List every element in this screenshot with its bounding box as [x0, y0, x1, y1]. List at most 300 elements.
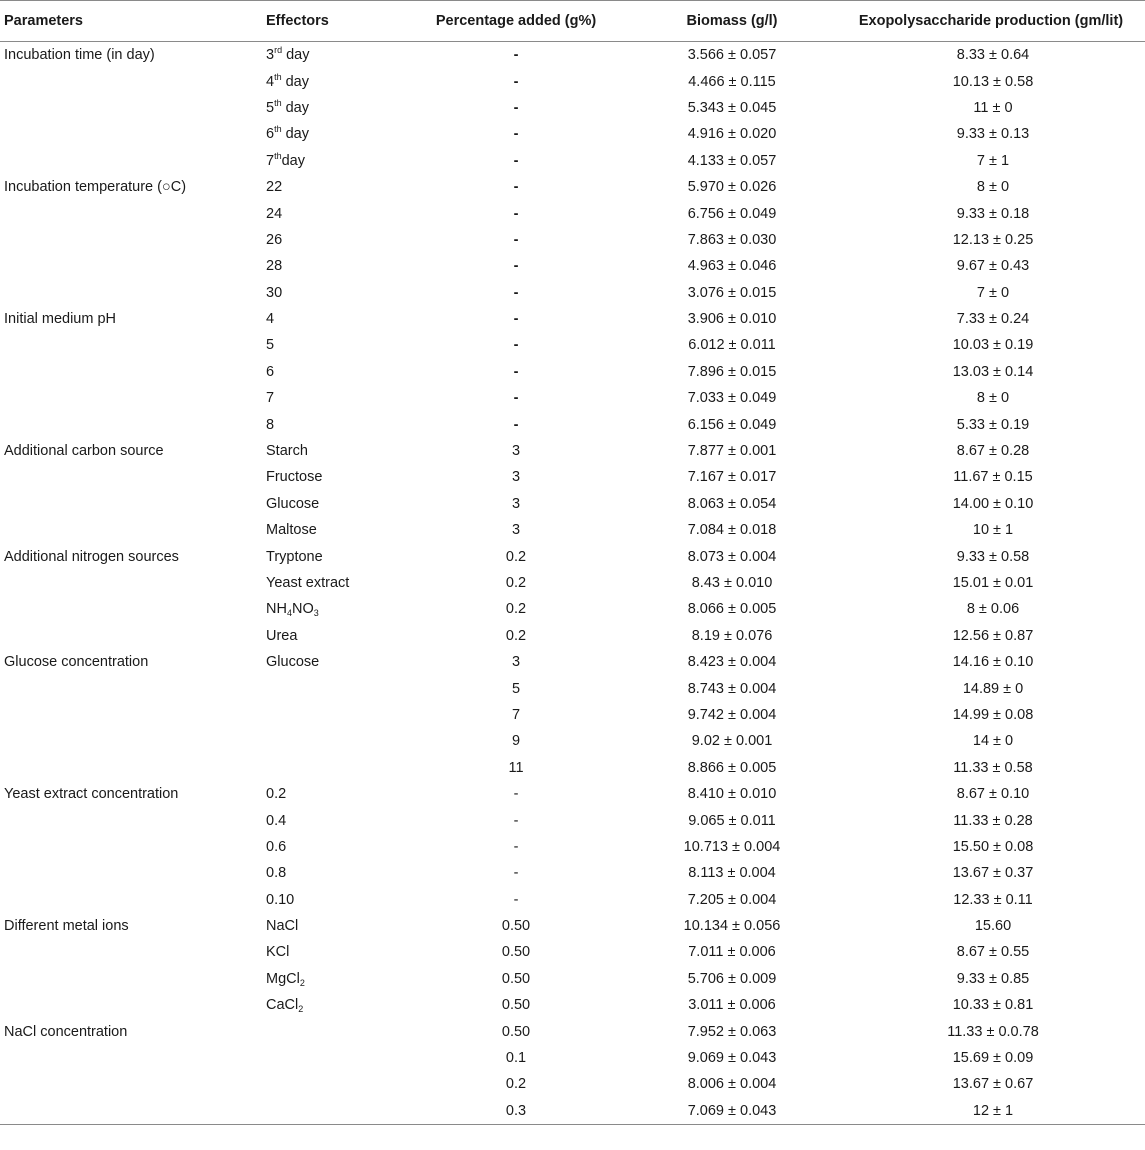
- cell-biomass: 5.970 ± 0.026: [687, 179, 777, 196]
- cell-percentage: -: [513, 311, 519, 328]
- cell-parameter: [0, 966, 266, 992]
- cell-percentage: -: [513, 179, 519, 196]
- table-row: [0, 359, 1145, 385]
- table-row: [0, 42, 1145, 69]
- cell-percentage: 0.2: [505, 627, 527, 644]
- cell-percentage: 3: [511, 522, 521, 539]
- cell-exopolysaccharide: 13.67 ± 0.37: [952, 865, 1034, 882]
- cell-exopolysaccharide: 8 ± 0: [976, 179, 1010, 196]
- table-row: [0, 438, 1145, 464]
- table-row: [0, 992, 1145, 1018]
- cell-exopolysaccharide: 12 ± 1: [841, 1098, 1145, 1125]
- cell-percentage: 0.50: [501, 997, 531, 1014]
- cell-percentage: -: [513, 152, 519, 169]
- cell-effector: [266, 966, 409, 992]
- cell-parameter: [0, 148, 266, 174]
- table-row: [0, 675, 1145, 701]
- cell-exopolysaccharide: 9.33 ± 0.58: [956, 548, 1030, 565]
- cell-percentage: -: [513, 99, 519, 116]
- cell-percentage: -: [513, 47, 519, 64]
- cell-parameter: [0, 385, 266, 411]
- cell-parameter: [0, 834, 266, 860]
- cell-effector: [266, 649, 409, 675]
- cell-parameter: Additional carbon source: [4, 443, 164, 460]
- cell-parameter: [0, 887, 266, 913]
- effector-text: CaCl: [266, 997, 299, 1014]
- table-row: [0, 253, 1145, 279]
- cell-effector: [266, 1018, 409, 1044]
- cell-biomass: 10.134 ± 0.056: [683, 918, 781, 935]
- table-row: [0, 834, 1145, 860]
- effector-text: 30: [266, 284, 283, 301]
- cell-exopolysaccharide: 8 ± 0.06: [966, 601, 1020, 618]
- cell-effector: [266, 517, 409, 543]
- cell-exopolysaccharide: 11.33 ± 0.58: [953, 759, 1033, 776]
- header-exopolysaccharide: Exopolysaccharide production (gm/lit): [858, 13, 1124, 29]
- cell-parameter: [0, 702, 266, 728]
- cell-exopolysaccharide: 14.99 ± 0.08: [952, 706, 1034, 723]
- effector-superscript: th: [274, 124, 282, 135]
- cell-effector: [266, 464, 409, 490]
- table-row: [0, 68, 1145, 94]
- cell-parameter: [0, 95, 266, 121]
- table-row: [0, 623, 1145, 649]
- cell-percentage: 3: [511, 495, 521, 512]
- effector-text: 0.4: [266, 812, 287, 829]
- header-parameters: Parameters: [4, 13, 83, 29]
- cell-parameter: [0, 1045, 266, 1071]
- cell-exopolysaccharide: 9.33 ± 0.13: [956, 126, 1030, 143]
- cell-effector: [266, 1098, 409, 1125]
- cell-percentage: 5: [511, 680, 521, 697]
- cell-parameter: Initial medium pH: [4, 311, 117, 328]
- table-row: [0, 939, 1145, 965]
- cell-percentage: -: [513, 786, 519, 803]
- cell-exopolysaccharide: 14 ± 0: [972, 733, 1014, 750]
- table-row: [0, 491, 1145, 517]
- effector-text: Maltose: [266, 522, 317, 539]
- cell-effector: [266, 121, 409, 147]
- effector-subscript: 2: [298, 1004, 304, 1015]
- effector-text: 7: [266, 390, 275, 407]
- cell-exopolysaccharide: 12.13 ± 0.25: [952, 231, 1034, 248]
- cell-exopolysaccharide: 11.67 ± 0.15: [953, 469, 1033, 486]
- effector-text: KCl: [266, 944, 290, 961]
- cell-parameter: [0, 860, 266, 886]
- cell-parameter: NaCl concentration: [4, 1023, 128, 1040]
- table-row: [0, 121, 1145, 147]
- cell-biomass: 7.011 ± 0.006: [688, 944, 776, 961]
- cell-biomass: 7.033 ± 0.049: [687, 390, 777, 407]
- cell-biomass: 8.113 ± 0.004: [688, 865, 776, 882]
- cell-biomass: 5.343 ± 0.045: [687, 99, 777, 116]
- cell-exopolysaccharide: 7 ± 1: [976, 152, 1010, 169]
- cell-biomass: 8.073 ± 0.004: [687, 548, 777, 565]
- cell-biomass: 3.906 ± 0.010: [687, 311, 777, 328]
- cell-percentage: 3: [511, 443, 521, 460]
- table-body: [0, 42, 1145, 1125]
- table-row: [0, 200, 1145, 226]
- cell-percentage: 0.2: [505, 548, 527, 565]
- cell-effector: [266, 1045, 409, 1071]
- table-row: [0, 728, 1145, 754]
- cell-biomass: 8.866 ± 0.005: [687, 759, 777, 776]
- cell-exopolysaccharide: 9.33 ± 0.85: [956, 970, 1030, 987]
- table-row: [0, 306, 1145, 332]
- header-biomass: Biomass (g/l): [686, 13, 778, 29]
- cell-exopolysaccharide: 12.56 ± 0.87: [952, 627, 1034, 644]
- cell-parameter: [0, 807, 266, 833]
- cell-effector: [266, 227, 409, 253]
- cell-effector: [266, 306, 409, 332]
- cell-percentage: 0.50: [501, 944, 531, 961]
- cell-parameter: [0, 675, 266, 701]
- cell-biomass: 9.02 ± 0.001: [691, 733, 773, 750]
- cell-effector: [266, 807, 409, 833]
- cell-biomass: 7.863 ± 0.030: [687, 231, 777, 248]
- table-row: [0, 860, 1145, 886]
- cell-exopolysaccharide: 14.89 ± 0: [962, 680, 1024, 697]
- table-row: [0, 1045, 1145, 1071]
- cell-effector: [266, 148, 409, 174]
- cell-parameter: [0, 227, 266, 253]
- cell-effector: [266, 623, 409, 649]
- cell-effector: [266, 411, 409, 437]
- cell-percentage: 11: [508, 759, 524, 776]
- cell-parameter: [0, 491, 266, 517]
- table-row: [0, 649, 1145, 675]
- cell-percentage: -: [513, 73, 519, 90]
- table-row: [0, 755, 1145, 781]
- cell-parameter: Glucose concentration: [4, 654, 149, 671]
- effector-text: 24: [266, 205, 283, 222]
- cell-effector: [266, 834, 409, 860]
- cell-parameter: Incubation temperature (○C): [4, 179, 187, 196]
- effector-text: 6: [266, 126, 275, 143]
- table-row: [0, 411, 1145, 437]
- cell-exopolysaccharide: 7.33 ± 0.24: [956, 311, 1030, 328]
- cell-exopolysaccharide: 12.33 ± 0.11: [953, 891, 1033, 908]
- cell-biomass: 7.084 ± 0.018: [687, 522, 777, 539]
- table-row: [0, 280, 1145, 306]
- cell-percentage: 0.1: [505, 1050, 527, 1067]
- table-header-row: [0, 1, 1145, 42]
- effector-tail: day: [282, 47, 310, 64]
- cell-percentage: -: [513, 205, 519, 222]
- cell-parameter: [0, 200, 266, 226]
- cell-exopolysaccharide: 11.33 ± 0.0.78: [947, 1023, 1039, 1040]
- cell-percentage: 3: [511, 469, 521, 486]
- cell-parameter: [0, 992, 266, 1018]
- cell-effector: [266, 1071, 409, 1097]
- cell-effector: [266, 675, 409, 701]
- cell-effector: [266, 939, 409, 965]
- cell-exopolysaccharide: 8.67 ± 0.28: [956, 443, 1030, 460]
- cell-biomass: 6.012 ± 0.011: [688, 337, 776, 354]
- cell-biomass: 6.156 ± 0.049: [687, 416, 777, 433]
- cell-exopolysaccharide: 9.67 ± 0.43: [956, 258, 1030, 275]
- effector-text: NH: [266, 601, 287, 618]
- effector-subscript: 4: [286, 608, 292, 619]
- cell-biomass: 8.743 ± 0.004: [687, 680, 777, 697]
- cell-effector: [266, 755, 409, 781]
- cell-biomass: 3.011 ± 0.006: [688, 997, 776, 1014]
- cell-exopolysaccharide: 8 ± 0: [976, 390, 1010, 407]
- cell-biomass: 10.713 ± 0.004: [683, 838, 781, 855]
- effector-text: 0.8: [266, 865, 287, 882]
- table-row: [0, 174, 1145, 200]
- cell-biomass: 9.069 ± 0.043: [687, 1050, 777, 1067]
- effector-text: 0.6: [266, 838, 287, 855]
- effector-superscript: th: [274, 97, 282, 108]
- cell-parameter: Yeast extract concentration: [4, 786, 179, 803]
- cell-percentage: 0.2: [505, 1076, 527, 1093]
- cell-parameter: [0, 464, 266, 490]
- cell-biomass: 8.006 ± 0.004: [687, 1076, 777, 1093]
- cell-parameter: [0, 359, 266, 385]
- effector-text: 0.2: [266, 786, 287, 803]
- cell-biomass: 7.877 ± 0.001: [687, 443, 777, 460]
- cell-effector: [266, 359, 409, 385]
- cell-biomass: 8.43 ± 0.010: [691, 575, 773, 591]
- effector-text: Starch: [266, 443, 308, 460]
- cell-exopolysaccharide: 15.60: [974, 918, 1012, 935]
- effector-tail: day: [281, 73, 310, 90]
- effector-subscript: 2: [299, 977, 305, 988]
- cell-percentage: -: [513, 337, 519, 354]
- cell-parameter: [0, 1098, 266, 1125]
- cell-effector: [266, 728, 409, 754]
- effector-text: MgCl: [266, 970, 300, 987]
- cell-effector: [266, 200, 409, 226]
- cell-biomass: 6.756 ± 0.049: [687, 205, 777, 222]
- cell-parameter: [0, 1071, 266, 1097]
- cell-percentage: -: [513, 865, 519, 882]
- cell-effector: [266, 95, 409, 121]
- effector-text: 4: [266, 311, 275, 328]
- cell-percentage: 0.3: [409, 1098, 623, 1125]
- cell-biomass: 8.063 ± 0.054: [687, 495, 777, 512]
- cell-percentage: 3: [511, 654, 521, 671]
- cell-percentage: 7: [511, 706, 521, 723]
- cell-parameter: [0, 517, 266, 543]
- cell-effector: [266, 887, 409, 913]
- table-row: [0, 781, 1145, 807]
- cell-biomass: 7.896 ± 0.015: [687, 363, 777, 380]
- table-row: [0, 570, 1145, 596]
- effector-tail: NO: [291, 601, 314, 618]
- table-row: [0, 1071, 1145, 1097]
- cell-parameter: [0, 332, 266, 358]
- cell-biomass: 9.065 ± 0.011: [688, 812, 776, 829]
- cell-biomass: 7.069 ± 0.043: [623, 1098, 841, 1125]
- cell-percentage: 0.50: [501, 970, 531, 987]
- effector-text: NaCl: [266, 918, 299, 935]
- cell-exopolysaccharide: 11 ± 0: [973, 99, 1013, 116]
- cell-percentage: 0.50: [501, 918, 531, 935]
- cell-percentage: -: [513, 416, 519, 433]
- cell-biomass: 7.205 ± 0.004: [687, 891, 777, 908]
- cell-biomass: 4.963 ± 0.046: [687, 258, 777, 275]
- effector-superscript: rd: [274, 45, 283, 56]
- cell-exopolysaccharide: 7 ± 0: [976, 284, 1010, 301]
- cell-percentage: -: [513, 258, 519, 275]
- cell-biomass: 3.566 ± 0.057: [687, 47, 777, 64]
- cell-effector: [266, 332, 409, 358]
- header-percentage-added: Percentage added (g%): [435, 13, 597, 29]
- table-row: [0, 543, 1145, 569]
- cell-exopolysaccharide: 5.33 ± 0.19: [956, 416, 1030, 433]
- effector-text: 26: [266, 231, 283, 248]
- cell-parameter: Different metal ions: [4, 918, 129, 935]
- cell-percentage: 9: [511, 733, 521, 750]
- cell-percentage: -: [513, 284, 519, 301]
- cell-effector: [266, 860, 409, 886]
- cell-exopolysaccharide: 13.03 ± 0.14: [952, 363, 1034, 380]
- cell-percentage: -: [513, 891, 519, 908]
- cell-exopolysaccharide: 14.16 ± 0.10: [952, 654, 1034, 671]
- cell-effector: [266, 438, 409, 464]
- table-row: [0, 1098, 1145, 1125]
- cell-exopolysaccharide: 10 ± 1: [972, 522, 1014, 539]
- cell-effector: [266, 596, 409, 622]
- cell-exopolysaccharide: 8.67 ± 0.10: [956, 786, 1030, 803]
- cell-percentage: 0.50: [501, 1023, 531, 1040]
- effector-text: 6: [266, 363, 275, 380]
- cell-parameter: [0, 68, 266, 94]
- cell-parameter: [0, 623, 266, 649]
- cell-biomass: 8.19 ± 0.076: [691, 627, 773, 644]
- effector-text: 8: [266, 416, 275, 433]
- table-row: [0, 807, 1145, 833]
- cell-exopolysaccharide: 10.33 ± 0.81: [952, 997, 1034, 1014]
- cell-exopolysaccharide: 13.67 ± 0.67: [952, 1076, 1034, 1093]
- effector-tail: day: [281, 152, 305, 169]
- cell-percentage: 0.2: [505, 575, 527, 591]
- effector-subscript: 3: [313, 608, 319, 619]
- effector-text: Glucose: [266, 495, 320, 512]
- cell-effector: [266, 253, 409, 279]
- cell-effector: [266, 992, 409, 1018]
- cell-exopolysaccharide: 8.67 ± 0.55: [956, 944, 1030, 961]
- effector-text: Yeast extract: [266, 575, 350, 591]
- effector-text: Glucose: [266, 654, 320, 671]
- cell-effector: [266, 385, 409, 411]
- cell-exopolysaccharide: 15.01 ± 0.01: [952, 575, 1034, 591]
- cell-exopolysaccharide: 8.33 ± 0.64: [956, 47, 1030, 64]
- cell-parameter: [0, 728, 266, 754]
- cell-parameter: [0, 755, 266, 781]
- cell-exopolysaccharide: 15.50 ± 0.08: [952, 838, 1034, 855]
- effector-text: 22: [266, 179, 283, 196]
- cell-exopolysaccharide: 11.33 ± 0.28: [953, 812, 1033, 829]
- effector-text: 28: [266, 258, 283, 275]
- cell-parameter: [0, 939, 266, 965]
- cell-parameter: [0, 280, 266, 306]
- table-row: [0, 332, 1145, 358]
- cell-effector: [266, 174, 409, 200]
- table-row: [0, 95, 1145, 121]
- table-row: [0, 596, 1145, 622]
- table-row: [0, 913, 1145, 939]
- effector-text: 4: [266, 73, 275, 90]
- cell-biomass: 7.167 ± 0.017: [687, 469, 777, 486]
- cell-exopolysaccharide: 10.13 ± 0.58: [952, 73, 1034, 90]
- cell-biomass: 8.423 ± 0.004: [687, 654, 777, 671]
- cell-parameter: [0, 570, 266, 596]
- table-row: [0, 517, 1145, 543]
- cell-biomass: 8.066 ± 0.005: [687, 601, 777, 618]
- effector-superscript: th: [274, 71, 282, 82]
- header-effectors: Effectors: [266, 13, 329, 29]
- cell-parameter: [0, 411, 266, 437]
- cell-biomass: 8.410 ± 0.010: [687, 786, 777, 803]
- effector-text: Fructose: [266, 469, 323, 486]
- table-row: [0, 1018, 1145, 1044]
- cell-biomass: 3.076 ± 0.015: [687, 284, 777, 301]
- cell-percentage: -: [513, 126, 519, 143]
- cell-effector: [266, 491, 409, 517]
- cell-biomass: 4.916 ± 0.020: [687, 126, 777, 143]
- table-row: [0, 227, 1145, 253]
- cell-percentage: -: [513, 231, 519, 248]
- cell-effector: [266, 702, 409, 728]
- effector-text: Urea: [266, 627, 298, 644]
- effector-tail: day: [281, 126, 310, 143]
- table-row: [0, 464, 1145, 490]
- cell-effector: [266, 543, 409, 569]
- cell-percentage: -: [513, 812, 519, 829]
- cell-biomass: 5.706 ± 0.009: [687, 970, 777, 987]
- cell-effector: [266, 68, 409, 94]
- cell-biomass: 4.466 ± 0.115: [688, 73, 776, 90]
- cell-parameter: [0, 596, 266, 622]
- cell-effector: [266, 570, 409, 596]
- table-row: [0, 966, 1145, 992]
- cell-parameter: Incubation time (in day): [4, 47, 155, 64]
- cell-effector: [266, 913, 409, 939]
- effector-superscript: th: [274, 150, 282, 161]
- cell-percentage: 0.2: [505, 601, 527, 618]
- cell-biomass: 4.133 ± 0.057: [687, 152, 777, 169]
- cell-exopolysaccharide: 15.69 ± 0.09: [952, 1050, 1034, 1067]
- table-row: [0, 148, 1145, 174]
- effector-text: Tryptone: [266, 548, 323, 565]
- cell-exopolysaccharide: 10.03 ± 0.19: [952, 337, 1034, 354]
- cell-exopolysaccharide: 14.00 ± 0.10: [952, 495, 1034, 512]
- effector-text: 5: [266, 337, 275, 354]
- cell-percentage: -: [513, 363, 519, 380]
- cell-parameter: Additional nitrogen sources: [4, 548, 179, 565]
- cell-effector: [266, 781, 409, 807]
- cell-parameter: [0, 121, 266, 147]
- cell-effector: [266, 280, 409, 306]
- table-row: [0, 702, 1145, 728]
- effector-tail: day: [281, 99, 310, 116]
- cell-parameter: [0, 253, 266, 279]
- table-row: [0, 887, 1145, 913]
- cell-percentage: -: [513, 838, 519, 855]
- effector-text: 7: [266, 152, 275, 169]
- cell-biomass: 9.742 ± 0.004: [687, 706, 777, 723]
- effector-text: 0.10: [266, 891, 295, 908]
- cell-percentage: -: [513, 390, 519, 407]
- effector-text: 5: [266, 99, 275, 116]
- effector-text: 3: [266, 47, 275, 64]
- cell-exopolysaccharide: 9.33 ± 0.18: [956, 205, 1030, 222]
- cell-biomass: 7.952 ± 0.063: [687, 1023, 777, 1040]
- cell-effector: [266, 42, 409, 69]
